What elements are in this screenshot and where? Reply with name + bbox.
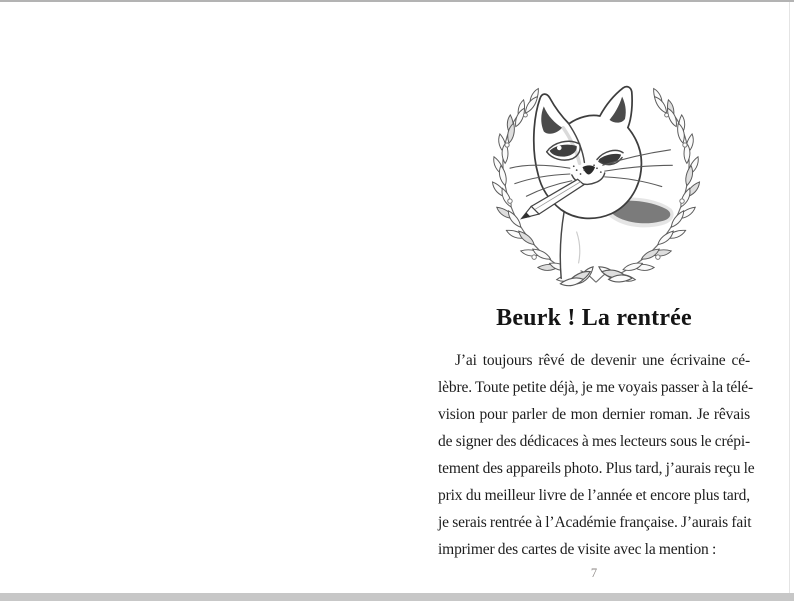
left-page-blank <box>0 2 397 593</box>
text-line: prix du meilleur livre de l’année et encore plus tard, <box>438 487 750 504</box>
chapter-title: Beurk ! La rentrée <box>496 305 692 331</box>
window-right-edge <box>789 2 790 593</box>
cat-laurel-illustration <box>480 58 712 290</box>
text-line: de signer des dédicaces à mes lecteurs sous le crépi- <box>438 433 750 450</box>
text-line: je serais rentrée à l’Académie française. J’aurais fait <box>438 514 752 531</box>
text-line: tement des appareils photo. Plus tard, j’aurais reçu le <box>438 460 755 477</box>
page-number: 7 <box>590 566 598 580</box>
text-line: imprimer des cartes de visite avec la mention : <box>438 541 717 558</box>
text-line: J’ai toujours rêvé de devenir une écrivaine cé- <box>455 352 750 369</box>
window-bottom-bar <box>0 593 794 601</box>
text-line: vision pour parler de mon dernier roman. Je rêvais <box>438 406 750 423</box>
book-spread <box>0 2 794 593</box>
right-page <box>397 2 794 593</box>
text-line: lèbre. Toute petite déjà, je me voyais passer à la télé- <box>438 379 754 396</box>
paragraph <box>438 347 755 563</box>
